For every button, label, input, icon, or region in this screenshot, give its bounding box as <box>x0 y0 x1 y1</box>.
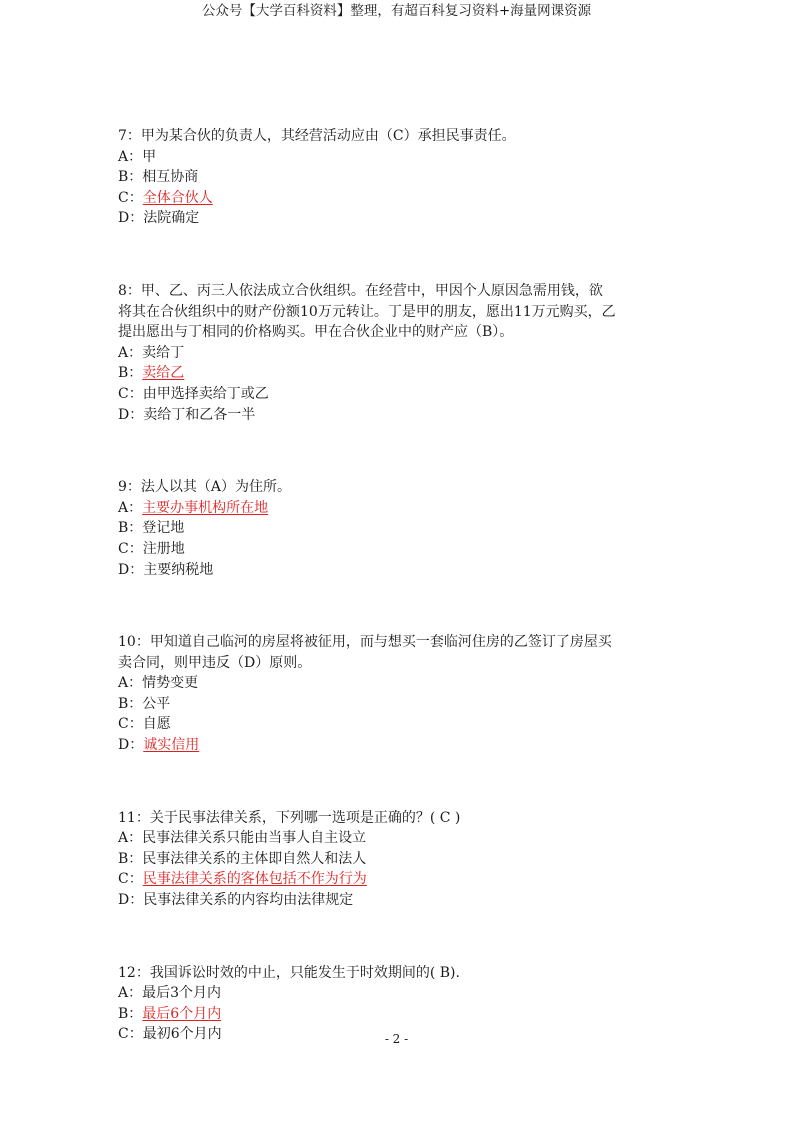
question-9 <box>118 477 678 580</box>
option-prefix: A： <box>118 675 143 692</box>
correct-answer-text: 卖给乙 <box>142 365 185 382</box>
option-prefix: C： <box>118 1026 143 1043</box>
option-prefix: C： <box>118 540 143 557</box>
option-d <box>118 890 678 911</box>
option-c <box>118 714 678 735</box>
option-prefix: D： <box>118 737 144 754</box>
option-text: 民事法律关系只能由当事人自主设立 <box>142 830 367 847</box>
option-text: 最后3个月内 <box>142 985 222 1002</box>
question-stem-line: 将其在合伙组织中的财产份额10万元转让。丁是甲的朋友，愿出11万元购买，乙 <box>118 303 616 320</box>
option-text: 相互协商 <box>142 169 199 186</box>
option-prefix: B： <box>118 520 143 537</box>
option-c <box>118 539 678 560</box>
option-prefix: C： <box>118 189 143 206</box>
option-c <box>118 384 678 405</box>
correct-answer-text: 最后6个月内 <box>142 1005 222 1022</box>
option-text: 最初6个月内 <box>142 1026 222 1043</box>
option-text: 民事法律关系的内容均由法律规定 <box>143 892 354 909</box>
correct-answer-text: 主要办事机构所在地 <box>142 499 269 516</box>
question-7 <box>118 126 678 229</box>
question-stem-line: 卖合同，则甲违反（D）原则。 <box>118 654 312 671</box>
option-prefix: A： <box>118 148 143 165</box>
option-prefix: A： <box>118 985 143 1002</box>
option-c <box>118 188 678 209</box>
option-text: 卖给丁 <box>142 344 185 361</box>
option-prefix: C： <box>118 385 143 402</box>
option-d <box>118 560 678 581</box>
option-text: 自愿 <box>142 716 171 733</box>
question-stem: 7：甲为某合伙的负责人，其经营活动应由（C）承担民事责任。 <box>118 128 516 144</box>
option-b <box>118 849 678 870</box>
option-prefix: A： <box>118 499 143 516</box>
option-text: 公平 <box>142 695 171 712</box>
option-prefix: B： <box>118 850 143 867</box>
option-prefix: A： <box>118 830 143 847</box>
option-prefix: B： <box>118 365 143 382</box>
option-prefix: C： <box>118 871 143 888</box>
option-text: 民事法律关系的主体即自然人和法人 <box>142 850 367 867</box>
option-a <box>118 673 678 694</box>
option-b <box>118 1004 678 1025</box>
option-text: 由甲选择卖给丁或乙 <box>142 385 269 402</box>
option-a <box>118 147 678 168</box>
option-a <box>118 498 678 519</box>
option-text: 主要纳税地 <box>143 561 214 578</box>
option-text: 甲 <box>142 148 157 165</box>
option-text: 登记地 <box>142 520 185 537</box>
option-prefix: D： <box>118 406 144 423</box>
option-prefix: D： <box>118 210 144 227</box>
option-text: 注册地 <box>142 540 185 557</box>
option-a <box>118 343 678 364</box>
question-11 <box>118 808 678 911</box>
option-text: 情势变更 <box>142 675 199 692</box>
question-list <box>118 126 678 1045</box>
question-stem-line: 8：甲、乙、丙三人依法成立合伙组织。在经营中，甲因个人原因急需用钱，欲 <box>118 282 603 299</box>
question-stem: 9：法人以其（A）为住所。 <box>118 479 292 496</box>
correct-answer-text: 诚实信用 <box>143 737 200 754</box>
option-prefix: C： <box>118 716 143 733</box>
question-stem-line: 10：甲知道自己临河的房屋将被征用，而与想买一套临河住房的乙签订了房屋买 <box>118 634 612 651</box>
option-c <box>118 869 678 890</box>
option-text: 卖给丁和乙各一半 <box>143 406 256 423</box>
page-header: 公众号【大学百科资料】整理，有超百科复习资料+海量网课资源 <box>201 3 592 19</box>
option-d <box>118 735 678 756</box>
page-number: - 2 - <box>384 1032 409 1046</box>
option-text: 法院确定 <box>143 210 200 227</box>
option-prefix: A： <box>118 344 143 361</box>
option-b <box>118 363 678 384</box>
option-prefix: B： <box>118 695 143 712</box>
option-a <box>118 828 678 849</box>
option-prefix: D： <box>118 892 144 909</box>
question-stem: 11：关于民事法律关系，下列哪一选项是正确的？( C ) <box>118 809 461 826</box>
correct-answer-text: 全体合伙人 <box>142 189 213 206</box>
question-stem: 12：我国诉讼时效的中止，只能发生于时效期间的( B). <box>118 964 460 981</box>
option-prefix: D： <box>118 561 144 578</box>
option-d <box>118 405 678 426</box>
option-b <box>118 167 678 188</box>
option-prefix: B： <box>118 1005 143 1022</box>
correct-answer-text: 民事法律关系的客体包括不作为行为 <box>142 871 367 888</box>
option-a <box>118 983 678 1004</box>
option-d <box>118 208 678 229</box>
option-b <box>118 694 678 715</box>
option-b <box>118 518 678 539</box>
question-8 <box>118 281 678 425</box>
question-stem-line: 提出愿出与丁相同的价格购买。甲在合伙企业中的财产应（B）。 <box>118 324 514 341</box>
question-10 <box>118 632 678 756</box>
option-prefix: B： <box>118 169 143 186</box>
